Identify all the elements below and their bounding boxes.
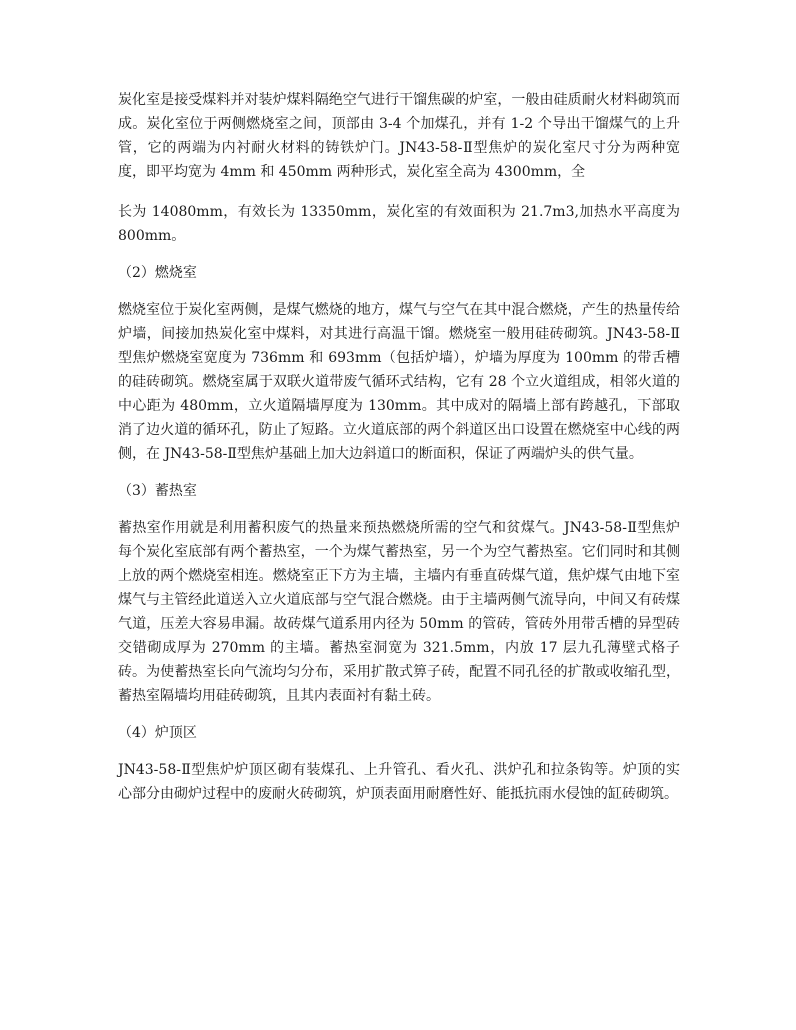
paragraph-combustion-chamber: 燃烧室位于炭化室两侧，是煤气燃烧的地方，煤气与空气在其中混合燃烧，产生的热量传给炉墙，间接加热炭化室中煤料，对其进行高温干馏。燃烧室一般用硅砖砌筑。JN43-58-Ⅱ型焦炉燃烧室宽度为 736mm 和 693mm（包括炉墙），炉墙为厚度为 100mm 的带舌槽的硅砖砌筑。燃烧室属于双联火道带废气循环式结构，它有 28 个立火道组成，相邻火道的中心距为 480mm，立火道隔墙厚度为 130mm。其中成对的隔墙上部有跨越孔，下部取消了边火道的循环孔，防止了短路。立火道底部的两个斜道区出口设置在燃烧室中心线的两侧，在 JN43-58-Ⅱ型焦炉基础上加大边斜道口的断面积，保证了两端炉头的供气量。 xyxy=(118,302,680,462)
paragraph-carbonization-chamber-part2: 长为 14080mm，有效长为 13350mm，炭化室的有效面积为 21.7m3,加热水平高度为 800mm。 xyxy=(118,204,680,244)
heading-regenerator: （3）蓄热室 xyxy=(118,483,197,499)
paragraph-carbonization-chamber-part1: 炭化室是接受煤料并对装炉煤料隔绝空气进行干馏焦碳的炉室，一般由硅质耐火材料砌筑而成。炭化室位于两侧燃烧室之间，顶部由 3-4 个加煤孔，并有 1-2 个导出干馏煤气的上升管，它的两端为内衬耐火材料的铸铁炉门。JN43-58-Ⅱ型焦炉的炭化室尺寸分为两种宽度，即平均宽为 4mm 和 450mm 两种形式，炭化室全高为 4300mm，全 xyxy=(118,92,680,180)
heading-furnace-roof: （4）炉顶区 xyxy=(118,725,197,741)
paragraph-regenerator: 蓄热室作用就是利用蓄积废气的热量来预热燃烧所需的空气和贫煤气。JN43-58-Ⅱ型焦炉每个炭化室底部有两个蓄热室，一个为煤气蓄热室，另一个为空气蓄热室。它们同时和其侧上放的两个燃烧室相连。燃烧室正下方为主墙，主墙内有垂直砖煤气道，焦炉煤气由地下室煤气与主管经此道送入立火道底部与空气混合燃烧。由于主墙两侧气流导向，中间又有砖煤气道，压差大容易串漏。故砖煤气道系用内径为 50mm 的管砖，管砖外用带舌槽的异型砖交错砌成厚为 270mm 的主墙。蓄热室洞宽为 321.5mm，内放 17 层九孔薄壁式格子砖。为使蓄热室长向气流均匀分布，采用扩散式箅子砖，配置不同孔径的扩散或收缩孔型，蓄热室隔墙均用硅砖砌筑，且其内表面衬有黏土砖。 xyxy=(118,520,680,704)
document-page xyxy=(118,88,680,806)
heading-combustion-chamber: （2）燃烧室 xyxy=(118,265,197,281)
paragraph-furnace-roof: JN43-58-Ⅱ型焦炉炉顶区砌有装煤孔、上升管孔、看火孔、洪炉孔和拉条钩等。炉顶的实心部分由砌炉过程中的废耐火砖砌筑，炉顶表面用耐磨性好、能抵抗雨水侵蚀的缸砖砌筑。 xyxy=(118,762,680,802)
